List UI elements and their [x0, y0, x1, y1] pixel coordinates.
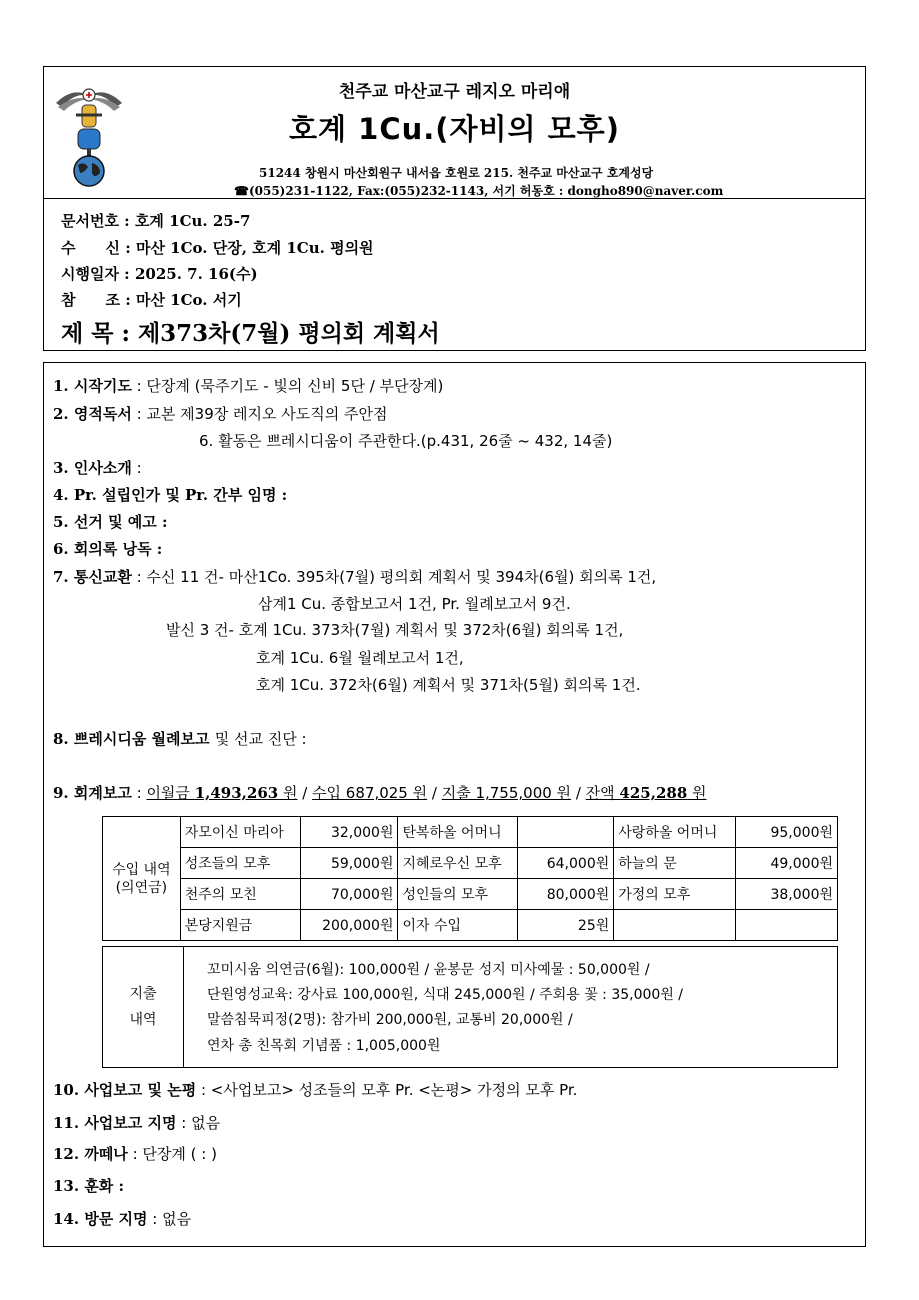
table-row: 천주의 모친 70,000원 성인들의 모후 80,000원 가정의 모후 38,000원	[103, 879, 838, 910]
document-title: 호계 1Cu.(자비의 모후)	[289, 112, 620, 146]
agenda-body	[43, 362, 866, 1247]
header-divider	[44, 198, 865, 199]
item-7-line-5: 호계 1Cu. 372차(6월) 계획서 및 371차(5월) 회의록 1건.	[256, 676, 641, 694]
item-14: 14. 방문 지명 : 없음	[53, 1210, 192, 1228]
address-line: 51244 창원시 마산회원구 내서읍 호원로 215. 천주교 마산교구 호계성당	[259, 166, 654, 180]
item-5: 5. 선거 및 예고 :	[53, 513, 168, 531]
organization-name: 천주교 마산교구 레지오 마리애	[338, 82, 571, 102]
item-4: 4. Pr. 설립인가 및 Pr. 간부 임명 :	[53, 486, 288, 504]
income-label: 수입 내역 (의연금)	[103, 817, 181, 941]
reference: 참 조 : 마산 1Co. 서기	[61, 291, 242, 309]
income-table	[102, 816, 838, 941]
expense-line: 단원영성교육: 강사료 100,000원, 식대 245,000원 / 주회용 꽃 : 35,000원 /	[207, 987, 684, 1003]
table-row: 성조들의 모후 59,000원 지혜로우신 모후 64,000원 하늘의 문 49,000원	[103, 848, 838, 879]
balance: 잔액 425,288 원	[585, 784, 707, 802]
contact-line: ☎(055)231-1122, Fax:(055)232-1143, 서기 허동호 : dongho890@naver.com	[234, 184, 724, 198]
item-7-line-2: 삼계1 Cu. 종합보고서 1건, Pr. 월례보고서 9건.	[258, 595, 571, 613]
item-6: 6. 회의록 낭독 :	[53, 540, 163, 558]
document-number: 문서번호 : 호계 1Cu. 25-7	[61, 212, 251, 230]
item-1: 1. 시작기도 : 단장계 (묵주기도 - 빛의 신비 5단 / 부단장계)	[53, 377, 444, 395]
table-row: 본당지원금 200,000원 이자 수입 25원	[103, 910, 838, 941]
table-row: 수입 내역 (의연금) 자모이신 마리아 32,000원 탄복하올 어머니 사랑하올 어머니 95,000원	[103, 817, 838, 848]
item-8: 8. 쁘레시디움 월례보고 및 선교 진단 :	[53, 730, 307, 748]
item-13: 13. 훈화 :	[53, 1177, 125, 1195]
item-9: 9. 회계보고 : 이월금 1,493,263 원 / 수입 687,025 원 / 지출 1,755,000 원 / 잔액 425,288 원	[53, 784, 707, 802]
item-2: 2. 영적독서 : 교본 제39장 레지오 사도직의 주안점	[53, 405, 388, 423]
item-7-line-4: 호계 1Cu. 6월 월례보고서 1건,	[256, 649, 464, 667]
expense-label: 지출 내역	[103, 947, 184, 1067]
carryover: 이월금 1,493,263 원	[146, 784, 298, 802]
expense-line: 꼬미시움 의연금(6월): 100,000원 / 윤봉문 성지 미사예물 : 50,000원 /	[207, 962, 650, 978]
recipient: 수 신 : 마산 1Co. 단장, 호계 1Cu. 평의원	[61, 239, 374, 257]
expense-table	[102, 946, 838, 1068]
income-total: 수입 687,025 원	[312, 784, 428, 802]
item-7-line-3: 발신 3 건- 호계 1Cu. 373차(7월) 계획서 및 372차(6월) 회의록 1건,	[166, 621, 624, 639]
expense-line: 연차 총 친목회 기념품 : 1,005,000원	[207, 1038, 441, 1054]
item-10: 10. 사업보고 및 논평 : <사업보고> 성조들의 모후 Pr. <논평> 가정의 모후 Pr.	[53, 1081, 578, 1099]
item-7: 7. 통신교환 : 수신 11 건- 마산1Co. 395차(7월) 평의회 계획서 및 394차(6월) 회의록 1건,	[53, 568, 657, 586]
item-3: 3. 인사소개 :	[53, 459, 142, 477]
item-11: 11. 사업보고 지명 : 없음	[53, 1114, 221, 1132]
expense-line: 말씀침묵피정(2명): 참가비 200,000원, 교통비 20,000원 /	[207, 1012, 573, 1028]
subject: 제 목 : 제373차(7월) 평의회 계획서	[61, 320, 440, 347]
issue-date: 시행일자 : 2025. 7. 16(수)	[61, 265, 258, 283]
item-2-detail: 6. 활동은 쁘레시디움이 주관한다.(p.431, 26줄 ~ 432, 14줄)	[199, 432, 613, 450]
item-12: 12. 까떼나 : 단장계 ( : )	[53, 1145, 217, 1163]
expense-total: 지출 1,755,000 원	[441, 784, 572, 802]
letterhead	[43, 66, 866, 351]
